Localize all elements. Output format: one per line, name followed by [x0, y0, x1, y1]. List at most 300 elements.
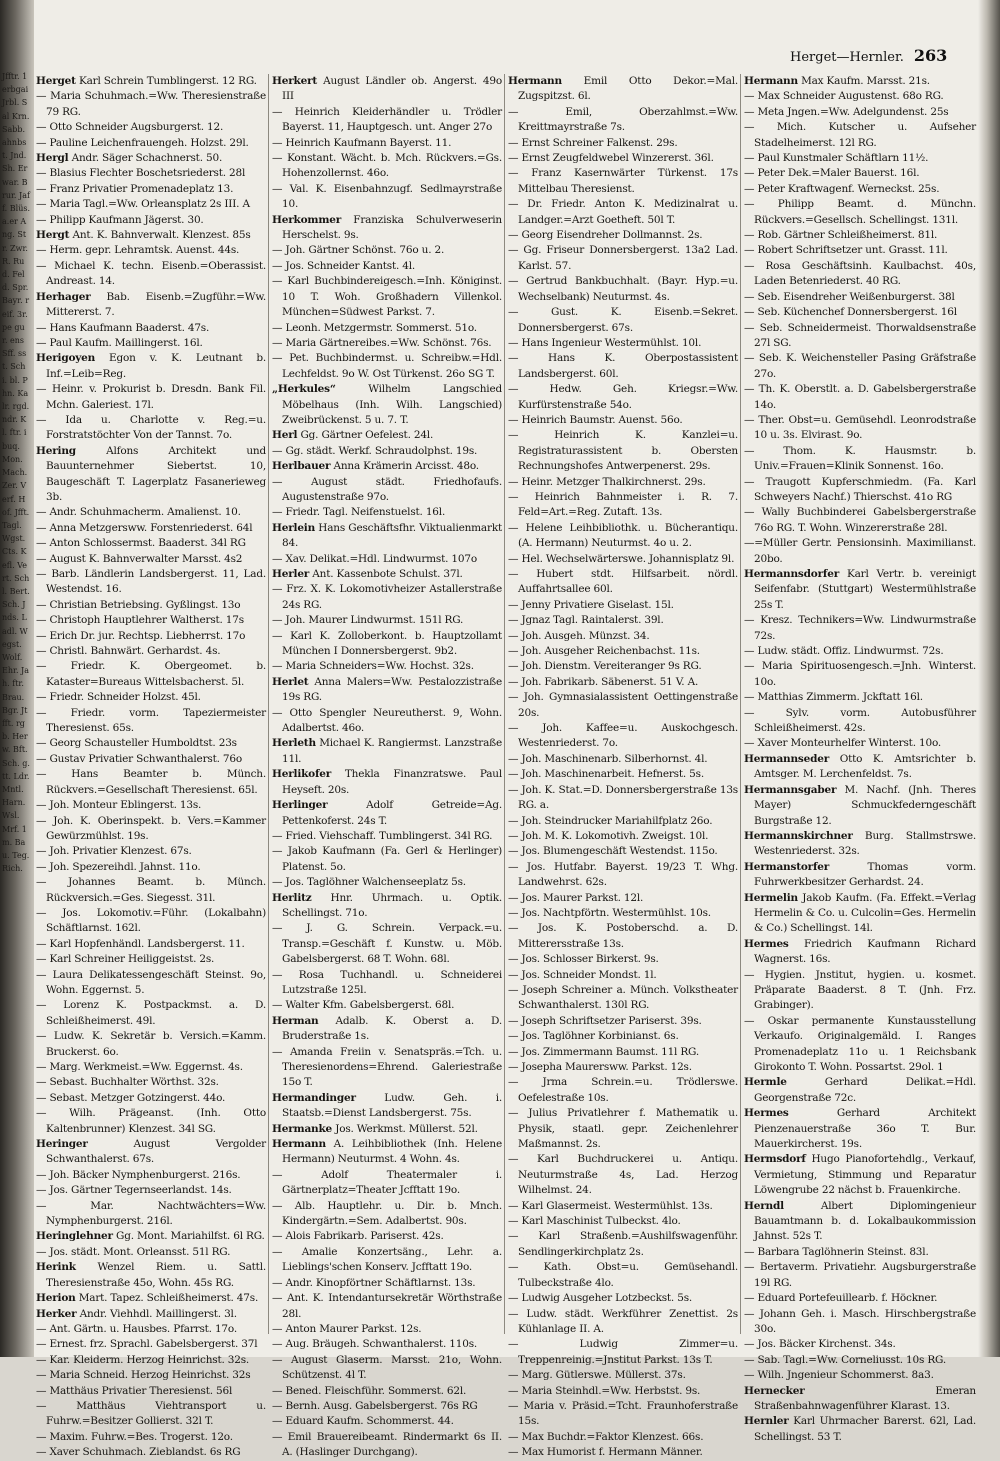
entry-text: — Jakob Kaufmann (Fa. Gerl & Herlinger) Platenst. 5o. [272, 845, 502, 873]
entry-text: — Gertrud Bankbuchhalt. (Bayr. Hyp.=u. Wechselbank) Neuturmst. 4s. [508, 275, 738, 303]
directory-entry [744, 120, 976, 151]
entry-text: — Joh. K. Stat.=D. Donnersbergerstraße 13s RG. a. [508, 783, 738, 812]
entry-text: — Joh. Gymnasialassistent Oettingenstraße 20s. [508, 691, 738, 719]
directory-entry [272, 105, 502, 136]
entry-surname: Hermes [744, 1107, 789, 1120]
entry-surname: Herker [36, 1307, 77, 1320]
directory-entry [36, 1229, 266, 1244]
directory-entry [744, 475, 976, 506]
entry-text: — Friedr. K. Obergeomet. b. Kataster=Bureaus Wittelsbacherst. 5l. [36, 660, 266, 688]
directory-entry [272, 875, 502, 890]
directory-entry [272, 629, 502, 660]
entry-text: — Paul Kunstmaler Schäftlarn 11½. [744, 152, 929, 165]
entry-text: — Karl Schreiner Heiliggeistst. 2s. [36, 953, 215, 966]
directory-entry [508, 475, 738, 490]
directory-entry [508, 490, 738, 521]
entry-text: — Barbara Taglöhnerin Steinst. 83l. [744, 1245, 929, 1258]
entry-text: — Otto Spengler Neureutherst. 9, Wohn. Adalbertst. 46o. [272, 706, 502, 735]
directory-entry [272, 1322, 502, 1337]
entry-text: — Jos. Schlosser Birkerst. 9s. [508, 953, 659, 966]
directory-entry [272, 1045, 502, 1091]
entry-text: — Andr. Kinopförtner Schäftlarnst. 13s. [272, 1276, 476, 1289]
entry-text: — Heinrich K. Kanzlei=u. Registraturassistent b. Obersten Rechnungshofes Antwerpenerst. 29s. [508, 429, 738, 473]
spine-bleed-text: Jfftr. 1erbgai Jrbl. Sal Krn. Sabb. ahnbst. Jnd. Sh. Erwar. Brur. Jaff. Blüs. a.er Ang. Str. Zwr. R. Rud. Feld. Spr. Bayr. reif. 3r. pe gur. ens Sff. sst. Schi. bl. P hn. Kalr. rgd. ndr. Kl. ftr. ibuq. Mon. Mach. Zer. Verf. Hof. Jfft. Tagl. Wgst. Cts. Kefl. Vert. Schl. Bert. Sch. Jnds. Ladl. Wegst. Wolf. Ehr. Jah. ftr. Brau. Bgr. Jtfft. rgb. Herw. Bft. Sch. g. tt. Ldr. Mntl. Harn. Wsl. Mrf. 1m. Bau. Teg. Rich. [2, 72, 30, 874]
directory-entry [744, 752, 976, 783]
entry-text: — Bernh. Ausg. Gabelsbergerst. 76s RG [272, 1399, 478, 1412]
entry-surname: Herget [36, 75, 76, 87]
entry-text: — Andr. Schuhmacherm. Amalienst. 10. [36, 506, 241, 519]
entry-text: — August städt. Friedhofaufs. Augustenstraße 97o. [272, 475, 502, 503]
entry-text: — Christl. Bahnwärt. Gerhardst. 4s. [36, 645, 221, 658]
directory-entry [272, 1276, 502, 1291]
entry-text: Mart. Tapez. Schleißheimerst. 47s. [78, 1292, 259, 1305]
directory-entry [272, 459, 502, 474]
entry-text: Wilhelm Langschied Möbelhaus (Inh. Wilh. Langschied) Zweibrückenst. 5 u. 7. T. [282, 383, 502, 426]
directory-entry [744, 829, 976, 860]
entry-text: — Joh. Monteur Eblingerst. 13s. [36, 799, 202, 812]
entry-surname: Hergt [36, 229, 70, 242]
directory-entry [744, 1384, 976, 1415]
entry-text: —=Müller Gertr. Pensionsinh. Maximilianst. 20bo. [744, 537, 976, 565]
entry-text: — Joh. Maurer Lindwurmst. 151l RG. [272, 614, 464, 627]
entry-text: — Maria Tagl.=Ww. Orleansplatz 2s III. A [36, 198, 250, 211]
directory-entry [36, 952, 266, 967]
directory-entry [508, 1368, 738, 1383]
directory-entry [36, 629, 266, 644]
entry-text: — Leonh. Metzgermstr. Sommerst. 51o. [272, 321, 477, 334]
directory-entry [272, 505, 502, 520]
directory-entry [508, 1307, 738, 1338]
directory-entry [36, 1029, 266, 1060]
directory-entry [272, 921, 502, 967]
entry-text: — Jos. Blumengeschäft Westendst. 115o. [508, 845, 718, 858]
entry-text: — Michael K. techn. Eisenb.=Oberassist. Andreast. 14. [36, 259, 266, 288]
book-spine-shadow [0, 0, 34, 1357]
entry-text: — Jos. Schneider Mondst. 1l. [508, 968, 657, 981]
entry-text: — Matthäus Viehtransport u. Fuhrw.=Besitzer Gollierst. 32l T. [36, 1399, 266, 1428]
directory-entry [508, 428, 738, 474]
directory-entry [272, 321, 502, 336]
entry-surname: Hermandinger [272, 1091, 356, 1104]
directory-entry [508, 721, 738, 752]
entry-text: — Konstant. Wächt. b. Mch. Rückvers.=Gs. Hohenzollernst. 46o. [272, 152, 502, 180]
entry-text: — Joh. Ausgeh. Münzst. 34. [508, 629, 650, 642]
entry-text: — Joh. Maschinenarbeit. Hefnerst. 5s. [508, 768, 704, 781]
directory-entry [272, 182, 502, 213]
entry-text: — Joh. Steindrucker Mariahilfplatz 26o. [508, 814, 713, 827]
entry-surname: Herlet [272, 675, 309, 688]
directory-entry [36, 228, 266, 243]
entry-text: — Philipp Kaufmann Jägerst. 30. [36, 213, 204, 226]
entry-text: — Blasius Flechter Boschetsriederst. 28l [36, 167, 246, 180]
entry-text: — Herm. gepr. Lehramtsk. Auenst. 44s. [36, 244, 240, 257]
directory-entry [272, 213, 502, 244]
directory-entry [272, 274, 502, 320]
entry-text: — Jos. K. Postoberschd. a. D. Mitterersstraße 13s. [508, 922, 738, 950]
directory-entry [272, 151, 502, 182]
directory-entry [508, 228, 738, 243]
directory-entry [508, 1075, 738, 1106]
directory-entry [272, 136, 502, 151]
entry-text: — Robert Schriftsetzer unt. Grasst. 11l. [744, 244, 948, 257]
entry-text: — Val. K. Eisenbahnzugf. Sedlmayrstraße 10. [272, 182, 502, 211]
directory-entry [272, 1122, 502, 1137]
directory-entry [36, 1075, 266, 1090]
entry-text: — Ludw. städt. Werkführer Zenettist. 2s Kühlanlage II. A. [508, 1307, 738, 1335]
entry-text: — Jos. städt. Mont. Orleansst. 51l RG. [36, 1245, 231, 1258]
directory-entry [508, 413, 738, 428]
directory-entry [36, 444, 266, 506]
directory-entry [508, 675, 738, 690]
entry-surname: Hermannsdorfer [744, 568, 840, 580]
entry-text: Ant. K. Bahnverwalt. Klenzest. 85s [72, 229, 251, 242]
directory-entry [508, 767, 738, 782]
page-edge-shadow [978, 0, 1000, 1357]
directory-entry [744, 259, 976, 290]
directory-entry [744, 613, 976, 644]
entry-text: — Christoph Hauptlehrer Waltherst. 17s [36, 614, 244, 627]
directory-entry [36, 798, 266, 813]
entry-text: — Paul Kaufm. Maillingerst. 16l. [36, 336, 203, 349]
entry-text: — Friedr. Schneider Holzst. 45l. [36, 691, 201, 704]
entry-text: — Josepha Maurersww. Parkst. 12s. [508, 1061, 692, 1073]
directory-entry [508, 629, 738, 644]
entry-text: — Max Buchdr.=Faktor Klenzest. 66s. [508, 1430, 704, 1443]
directory-entry [36, 644, 266, 659]
entry-text: — Seb. Küchenchef Donnersbergerst. 16l [744, 306, 957, 319]
directory-entry [744, 891, 976, 937]
entry-text: — Dr. Friedr. Anton K. Medizinalrat u. Landger.=Arzt Goetheft. 50l T. [508, 198, 738, 226]
directory-entry [272, 891, 502, 922]
entry-text: — Heinr. v. Prokurist b. Dresdn. Bank Fil. Mchn. Galeriest. 17l. [36, 383, 266, 411]
entry-surname: Hermann [508, 75, 562, 87]
directory-entry [508, 891, 738, 906]
entry-text: — Adolf Theatermaler i. Gärtnerplatz=Theater Jcfftatt 19o. [272, 1168, 502, 1197]
entry-surname: Herndl [744, 1199, 784, 1212]
entry-text: — Frz. X. K. Lokomotivheizer Astallerstraße 24s RG. [272, 583, 502, 611]
directory-entry [508, 1045, 738, 1060]
directory-entry [744, 1152, 976, 1198]
directory-entry [36, 613, 266, 628]
entry-text: Wenzel Riem. u. Sattl. Theresienstraße 45o, Wohn. 45s RG. [46, 1261, 266, 1289]
entry-text: — Jos. Gärtner Tegernseerlandst. 14s. [36, 1184, 232, 1197]
directory-entry [36, 536, 266, 551]
entry-text: — Joh. Gärtner Schönst. 76o u. 2. [272, 244, 445, 257]
directory-entry [744, 1353, 976, 1368]
entry-text: August Vergolder Schwanthalerst. 67s. [46, 1138, 266, 1166]
entry-text: — Marg. Gütlerswe. Müllerst. 37s. [508, 1369, 686, 1382]
directory-entry [36, 1060, 266, 1075]
entry-text: — Jos. Taglöhner Walchenseeplatz 5s. [272, 876, 466, 889]
entry-text: Ludw. Geh. i. Staatsb.=Dienst Landsbergerst. 75s. [282, 1091, 502, 1120]
entry-text: — Max Humorist f. Hermann Männer. [508, 1446, 703, 1459]
directory-entry [36, 290, 266, 321]
entry-text: — Joseph Schreiner a. Münch. Volkstheater Schwanthalerst. 130l RG. [508, 983, 738, 1012]
directory-entry [272, 706, 502, 737]
entry-text: — J. G. Schrein. Verpack.=u. Transp.=Geschäft f. Kunstw. u. Möb. Gabelsbergerst. 68 T. Wohn. 68l. [272, 922, 502, 966]
directory-entry [36, 120, 266, 135]
entry-text: Michael K. Rangiermst. Lanzstraße 11l. [282, 737, 502, 765]
entry-text: — Jos. Lokomotiv.=Führ. (Lokalbahn) Schäftlarnst. 162l. [36, 906, 266, 935]
entry-text: — Jos. Bäcker Kirchenst. 34s. [744, 1338, 896, 1351]
entry-text: — Oskar permanente Kunstausstellung Verkaufo. Originalgemäld. I. Ranges Promenadeplatz 11o u. 1 Reichsbank Girokonto T. Wohn. Possartst. 29ol. 1 [744, 1014, 976, 1073]
entry-surname: Hergl [36, 152, 69, 165]
directory-entry [508, 1399, 738, 1430]
directory-entry [508, 952, 738, 967]
directory-entry [508, 1152, 738, 1198]
entry-text: — Ludw. K. Sekretär b. Versich.=Kamm. Bruckerst. 6o. [36, 1030, 266, 1058]
entry-text: — Amanda Freiin v. Senatspräs.=Tch. u. Theresienordens=Ehrend. Galeriestraße 15o T. [272, 1045, 502, 1089]
page-number: 263 [913, 46, 948, 65]
entry-text: — Xav. Delikat.=Hdl. Lindwurmst. 107o [272, 552, 477, 565]
column-rule [268, 74, 269, 1334]
directory-entry [744, 1260, 976, 1291]
directory-entry [272, 1014, 502, 1045]
entry-text: — Thom. K. Hausmstr. b. Univ.=Frauen=Klinik Sonnenst. 16o. [744, 444, 976, 473]
directory-entry [508, 860, 738, 891]
entry-text: — Ida u. Charlotte v. Reg.=u. Forstratstöchter Von der Tannst. 7o. [36, 413, 266, 442]
entry-surname: Hermannskirchner [744, 829, 853, 842]
entry-text: — Joh. Spezereihdl. Jahnst. 11o. [36, 860, 201, 873]
entry-surname: Hermelin [744, 891, 798, 904]
entry-text: — Heinrich Kleiderhändler u. Trödler Bayerst. 11, Hauptgesch. unt. Anger 27o [272, 105, 502, 134]
entry-text: — Hedw. Geh. Kriegsr.=Ww. Kurfürstenstraße 54o. [508, 383, 738, 411]
directory-entry [36, 752, 266, 767]
entry-text: — Hans Kaufmann Baaderst. 47s. [36, 321, 210, 334]
directory-entry [744, 937, 976, 968]
directory-entry [36, 1260, 266, 1291]
directory-entry [36, 382, 266, 413]
entry-text: — Karl K. Zolloberkont. b. Hauptzollamt München I Donnersbergerst. 9b2. [272, 629, 502, 658]
directory-entry [508, 644, 738, 659]
directory-entry [272, 675, 502, 706]
entry-text: — Jgnaz Tagl. Raintalerst. 39l. [508, 614, 664, 627]
column-rule [740, 74, 741, 1334]
directory-entry [508, 1445, 738, 1460]
entry-text: — Wally Buchbinderei Gabelsbergerstraße 76o RG. T. Wohn. Winzererstraße 28l. [744, 506, 976, 534]
directory-entry [272, 767, 502, 798]
entry-text: M. Nachf. (Jnh. Theres Mayer) Schmuckfederngeschäft Burgstraße 12. [754, 783, 976, 827]
entry-text: — Rob. Gärtner Schleißheimerst. 81l. [744, 229, 938, 242]
entry-text: Adolf Getreide=Ag. Pettenkoferst. 24s T. [282, 799, 502, 827]
entry-surname: Hermes [744, 937, 789, 950]
directory-entry [744, 305, 976, 320]
entry-text: Anna Krämerin Arcisst. 48o. [333, 460, 479, 473]
entry-text: Jos. Werkmst. Müllerst. 52l. [335, 1122, 478, 1135]
entry-text: — Maria Gärtnereibes.=Ww. Schönst. 76s. [272, 336, 492, 349]
entry-text: — Hubert stdt. Hilfsarbeit. nördl. Auffahrtsallee 60l. [508, 568, 738, 596]
entry-surname: Herlein [272, 521, 316, 534]
directory-entry [744, 1075, 976, 1106]
directory-entry [508, 136, 738, 151]
entry-surname: Herkommer [272, 213, 342, 226]
entry-text: — Amalie Konzertsäng., Lehr. a. Lieblings'schen Konserv. Jcfftatt 19o. [272, 1245, 502, 1274]
entry-text: — Karl Maschinist Tulbeckst. 4lo. [508, 1215, 681, 1228]
directory-entry [508, 1029, 738, 1044]
running-header [790, 46, 980, 68]
entry-text: — Georg Eisendreher Dollmannst. 2s. [508, 229, 703, 242]
directory-entry [36, 521, 266, 536]
entry-text: — Jos. Zimmermann Baumst. 11l RG. [508, 1045, 700, 1058]
entry-text: — Friedr. Tagl. Neifenstuelst. 16l. [272, 506, 446, 519]
directory-entry [36, 321, 266, 336]
entry-text: — Hel. Wechselwärterswe. Johannisplatz 9l. [508, 552, 735, 565]
entry-surname: Hermann [744, 75, 798, 87]
directory-entry [508, 351, 738, 382]
entry-text: — Meta Jngen.=Ww. Adelgundenst. 25s [744, 105, 949, 118]
directory-entry [508, 659, 738, 674]
entry-text: Gg. Mont. Mariahilfst. 6l RG. [116, 1230, 265, 1243]
directory-entry [508, 1291, 738, 1306]
directory-entry [272, 798, 502, 829]
entry-text: — Hans Ingenieur Westermühlst. 10l. [508, 336, 702, 349]
directory-entry [508, 752, 738, 767]
entry-text: — Jos. Hutfabr. Bayerst. 19/23 T. Whg. Landwehrst. 62s. [508, 860, 738, 889]
directory-entry [36, 552, 266, 567]
entry-text: Karl Schrein Tumblingerst. 12 RG. [78, 75, 257, 87]
directory-entry [272, 475, 502, 506]
directory-entry [36, 844, 266, 859]
entry-text: Hnr. Uhrmach. u. Optik. Schellingst. 71o. [282, 891, 502, 919]
directory-column-2 [272, 74, 503, 1459]
entry-text: — Karl Hopfenhändl. Landsbergerst. 11. [36, 937, 245, 950]
directory-entry [744, 644, 976, 659]
directory-entry [508, 274, 738, 305]
directory-entry [508, 598, 738, 613]
directory-entry [36, 906, 266, 937]
directory-entry [744, 536, 976, 567]
directory-entry [36, 690, 266, 705]
entry-text: — Jos. Maurer Parkst. 12l. [508, 891, 644, 904]
directory-entry [744, 1414, 976, 1445]
entry-text: Gerhard Architekt Pienzenauerstraße 36o T. Bur. Mauerkircherst. 19s. [754, 1107, 976, 1151]
entry-text: — Friedr. vorm. Tapeziermeister Theresienst. 65s. [36, 706, 266, 735]
directory-entry [744, 690, 976, 705]
entry-surname: Herigoyen [36, 352, 96, 365]
directory-entry [272, 1199, 502, 1230]
entry-text: — Anna Metzgersww. Forstenriederst. 64l [36, 521, 253, 534]
entry-text: — Mar. Nachtwächters=Ww. Nymphenburgerst. 216l. [36, 1199, 266, 1228]
directory-entry [272, 1168, 502, 1199]
entry-text: — Joh. Dienstm. Vereiteranger 9s RG. [508, 660, 702, 673]
directory-entry [36, 1137, 266, 1168]
entry-text: — Alb. Hauptlehr. u. Dir. b. Mnch. Kindergärtn.=Sem. Adalbertst. 90s. [272, 1199, 502, 1228]
directory-entry [272, 968, 502, 999]
directory-entry [508, 197, 738, 228]
entry-text: — Emil, Oberzahlmst.=Ww. Kreittmayrstraße 7s. [508, 105, 738, 134]
entry-text: — Joh. K. Oberinspekt. b. Vers.=Kammer Gewürzmühlst. 19s. [36, 814, 266, 842]
directory-entry [744, 166, 976, 181]
running-head: Herget—Hernler. [790, 50, 904, 65]
directory-entry [508, 829, 738, 844]
entry-text: Gg. Gärtner Oefelest. 24l. [300, 429, 434, 442]
directory-entry [508, 1199, 738, 1214]
entry-text: — Karl Glasermeist. Westermühlst. 13s. [508, 1199, 713, 1212]
entry-surname: Hering [36, 444, 76, 457]
entry-text: — Heinrich Bahnmeister i. R. 7. Feld=Art.=Reg. Zutaft. 13s. [508, 490, 738, 519]
directory-entry [508, 814, 738, 829]
entry-text: — Maria Schneid. Herzog Heinrichst. 32s [36, 1369, 251, 1382]
entry-surname: Herlitz [272, 891, 312, 904]
entry-text: — Gust. K. Eisenb.=Sekret. Donnersbergerst. 67s. [508, 306, 738, 334]
directory-entry [272, 1337, 502, 1352]
directory-entry [272, 74, 502, 105]
entry-text: — Ernst Schreiner Falkenst. 29s. [508, 136, 678, 149]
entry-text: — Maxim. Fuhrw.=Bes. Trogerst. 12o. [36, 1430, 233, 1443]
directory-entry [272, 259, 502, 274]
entry-text: — Heinrich Kaufmann Bayerst. 11. [272, 136, 452, 149]
entry-text: — Lorenz K. Postpackmst. a. D. Schleißheimerst. 49l. [36, 999, 266, 1027]
directory-entry [36, 136, 266, 151]
entry-surname: Hermanke [272, 1122, 333, 1135]
entry-text: — Kar. Kleiderm. Herzog Heinrichst. 32s. [36, 1353, 250, 1366]
directory-entry [272, 1137, 502, 1168]
directory-entry [36, 213, 266, 228]
directory-entry [36, 814, 266, 845]
directory-entry [36, 1368, 266, 1383]
entry-text: Burg. Stallmstrswe. Westenriederst. 32s. [754, 829, 976, 858]
entry-text: — Gg. städt. Werkf. Schraudolphst. 19s. [272, 444, 478, 457]
entry-text: — Seb. Schneidermeist. Thorwaldsenstraße 27l SG. [744, 321, 976, 349]
directory-entry [508, 983, 738, 1014]
entry-text: Bab. Eisenb.=Zugführ.=Ww. Mittererst. 7. [46, 290, 267, 319]
entry-text: — Pet. Buchbindermst. u. Schreibw.=Hdl. Lechfeldst. 9o W. Ost Türkenst. 26o SG T. [272, 352, 502, 380]
entry-text: Ant. Kassenbote Schulst. 37l. [312, 568, 463, 580]
directory-entry [272, 659, 502, 674]
directory-entry [272, 351, 502, 382]
directory-entry [508, 1106, 738, 1152]
entry-text: — Kath. Obst=u. Gemüsehandl. Tulbeckstraße 4lo. [508, 1261, 738, 1289]
directory-entry [272, 243, 502, 258]
directory-entry [508, 1384, 738, 1399]
entry-text: — Georg Schausteller Humboldtst. 23s [36, 737, 237, 750]
directory-entry [508, 1229, 738, 1260]
entry-text: — Eduard Portefeuillearb. f. Höckner. [744, 1292, 938, 1305]
entry-surname: Herleth [272, 737, 316, 750]
entry-text: — Mich. Kutscher u. Aufseher Stadelheimerst. 12l RG. [744, 121, 976, 149]
entry-surname: „Herkules“ [272, 383, 336, 396]
entry-text: — Anton Schlossermst. Baaderst. 34l RG [36, 537, 246, 550]
entry-text: — Jenny Privatiere Giselast. 15l. [508, 598, 674, 611]
directory-entry [744, 1337, 976, 1352]
entry-text: — Matthias Zimmerm. Jckftatt 16l. [744, 691, 923, 704]
directory-entry [36, 767, 266, 798]
directory-entry [744, 968, 976, 1014]
directory-entry [744, 1368, 976, 1383]
entry-text: A. Leihbibliothek (Inh. Helene Hermann) Neuturmst. 4 Wohn. 4s. [282, 1138, 503, 1166]
directory-entry [508, 1260, 738, 1291]
directory-entry [272, 382, 502, 428]
directory-entry [508, 243, 738, 274]
entry-text: — Ant. K. Intendantursekretär Wörthstraße 28l. [272, 1292, 502, 1320]
entry-text: — Maria v. Präsid.=Tcht. Fraunhoferstraße 15s. [508, 1399, 738, 1428]
directory-entry [744, 290, 976, 305]
directory-entry [36, 89, 266, 120]
directory-entry [272, 829, 502, 844]
directory-entry [272, 552, 502, 567]
entry-text: Hugo Pianofortehdlg., Verkauf, Vermietung, Stimmung und Reparatur Löwengrube 22 nächst b. Frauenkirche. [754, 1153, 977, 1197]
entry-text: — Joh. Ausgeher Reichenbachst. 11s. [508, 645, 700, 658]
directory-entry [744, 860, 976, 891]
directory-entry [36, 166, 266, 181]
directory-entry [508, 382, 738, 413]
directory-entry [36, 1091, 266, 1106]
directory-entry [36, 1322, 266, 1337]
directory-entry [744, 706, 976, 737]
entry-text: — Joh. M. K. Lokomotivh. Zweigst. 10l. [508, 829, 709, 842]
entry-surname: Hernler [744, 1415, 789, 1428]
entry-text: — Philipp Beamt. d. Münchn. Rückvers.=Gesellsch. Schellingst. 131l. [744, 198, 976, 226]
